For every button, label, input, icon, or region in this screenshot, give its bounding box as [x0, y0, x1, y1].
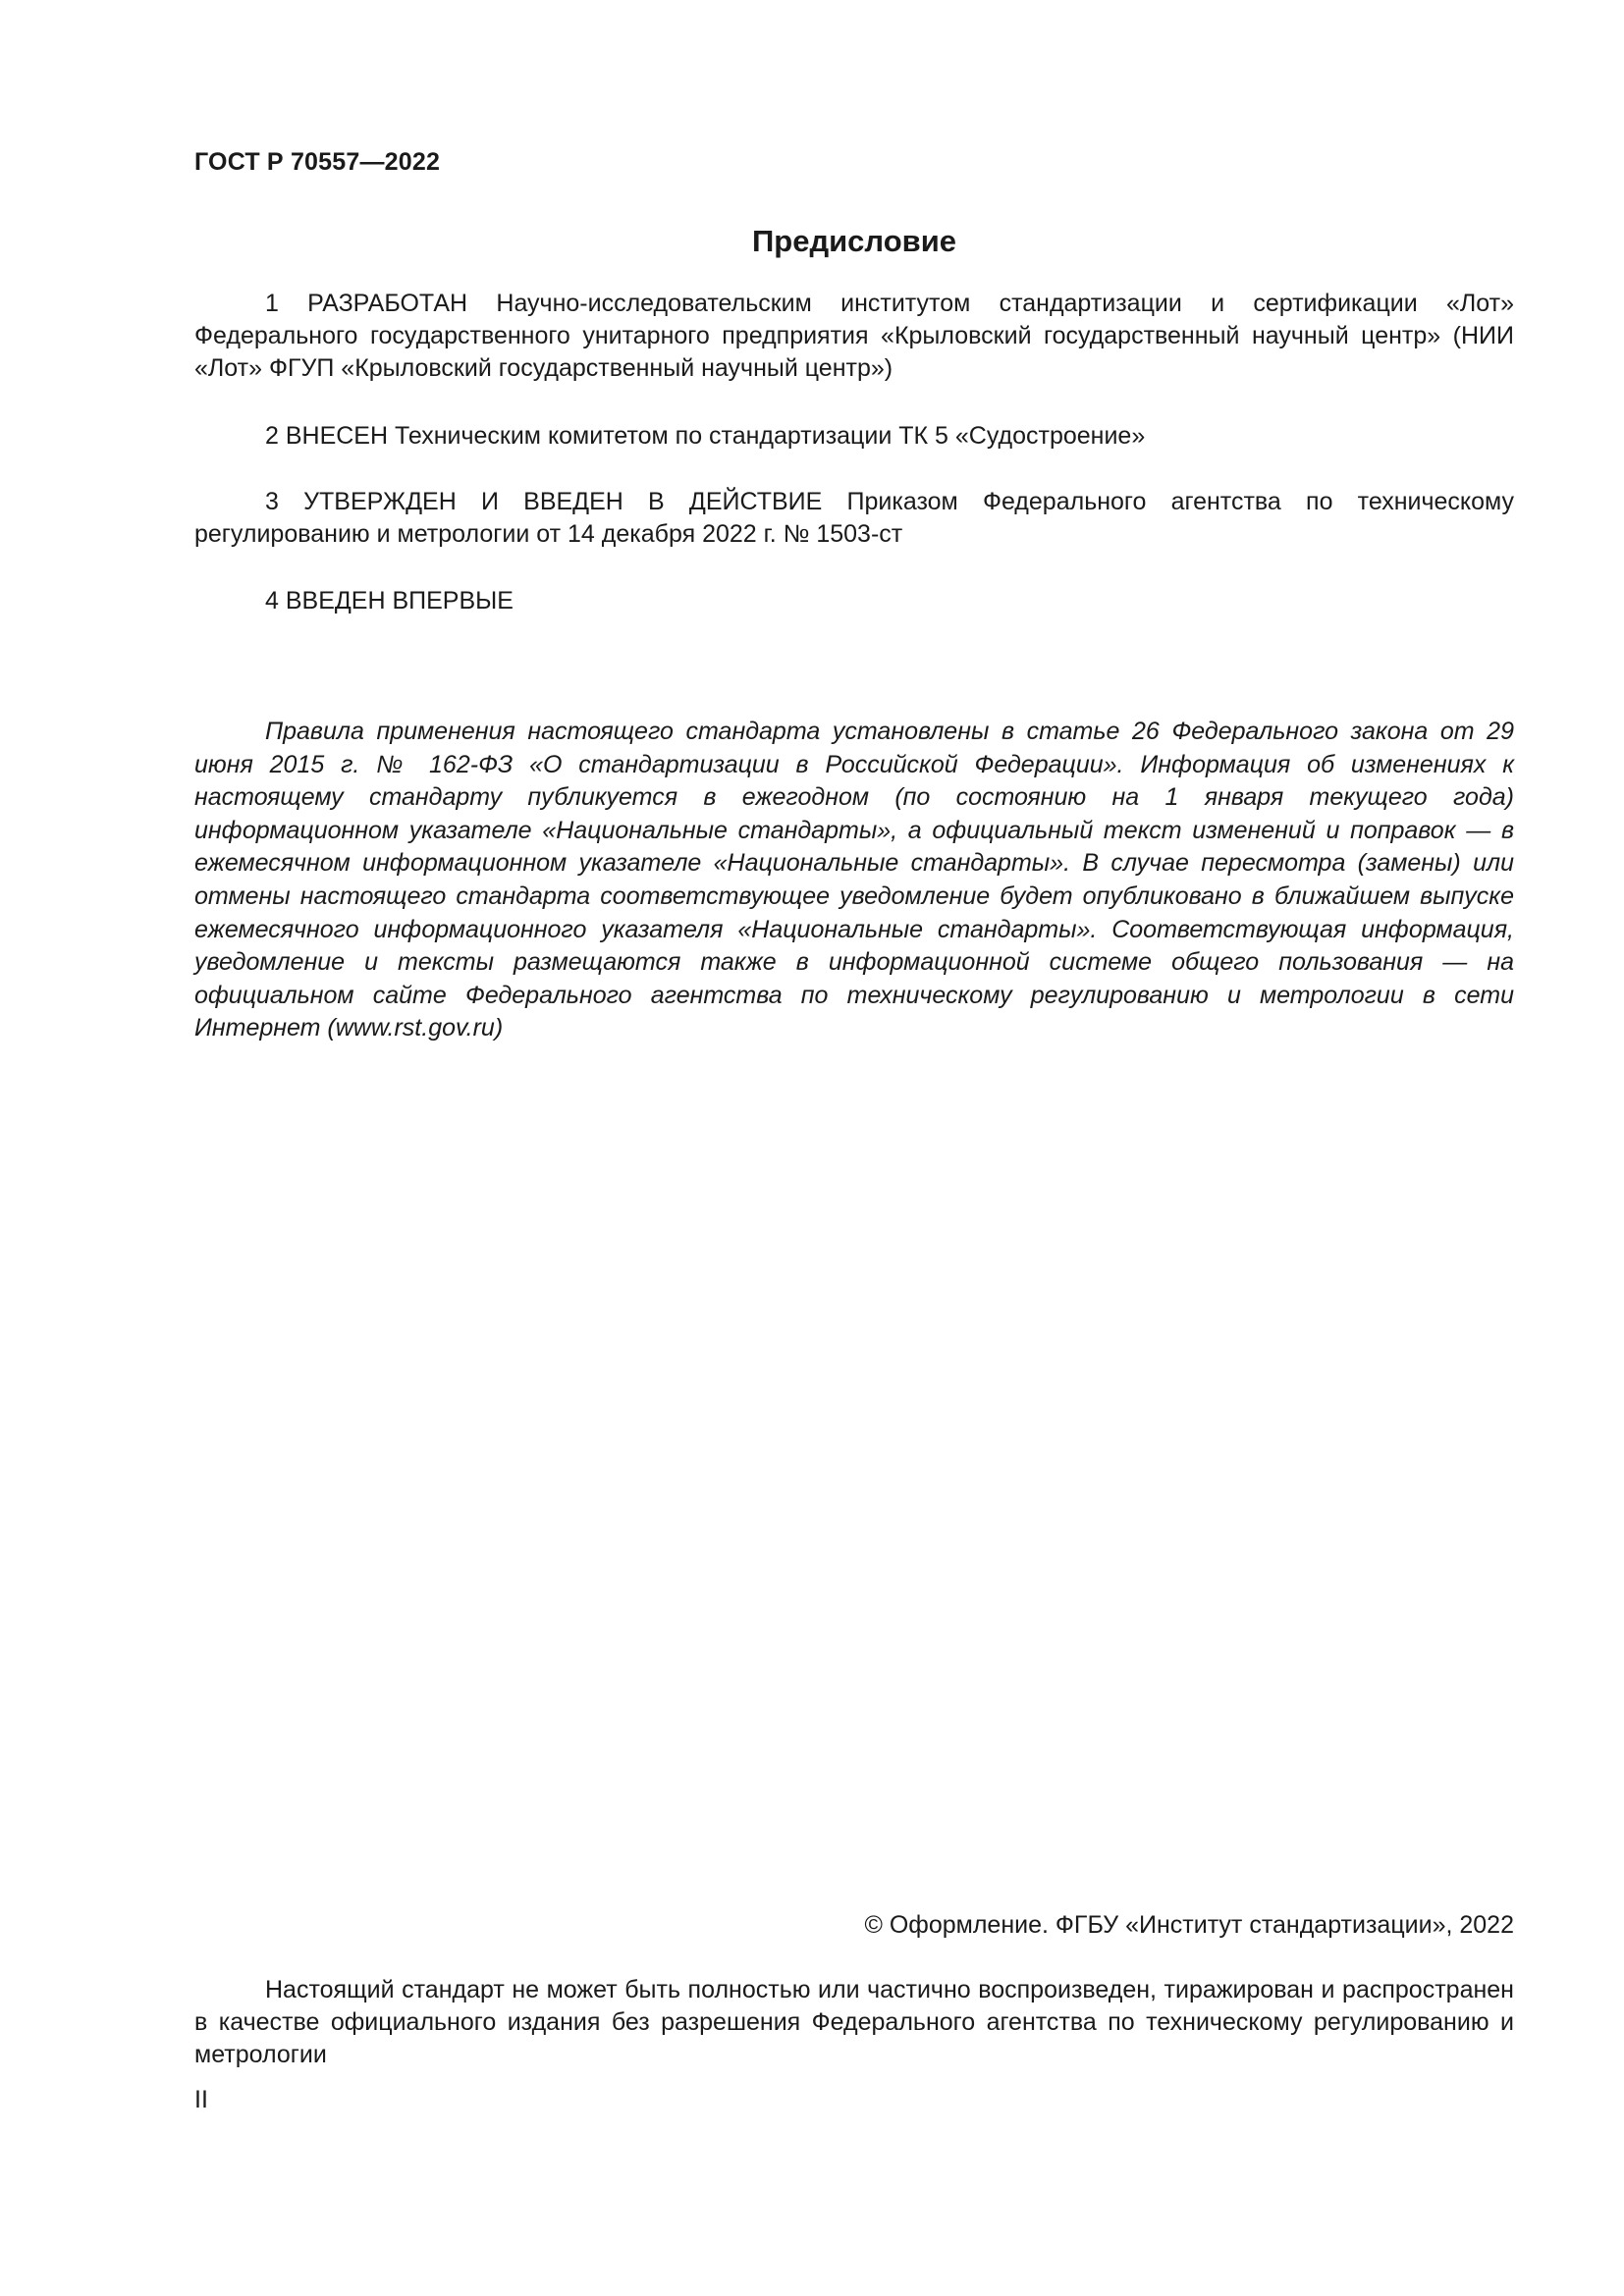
copyright-line: © Оформление. ФГБУ «Институт стандартизации», 2022	[864, 1911, 1514, 1939]
preface-item-4: 4 ВВЕДЕН ВПЕРВЫЕ	[265, 587, 514, 614]
preface-item-3: 3 УТВЕРЖДЕН И ВВЕДЕН В ДЕЙСТВИЕ Приказом Федерального агентства по техническому регулированию и метрологии от 14 декабря 2022 г. № 1503-ст	[194, 488, 1514, 548]
preface-item-1: 1 РАЗРАБОТАН Научно-исследовательским институтом стандартизации и сертификации «Лот» Федерального государственного унитарного предприятия «Крыловский государственный научный центр» (НИИ «Лот» ФГУП «Крыловский государственный научный центр»)	[194, 290, 1514, 382]
document-code: ГОСТ Р 70557—2022	[194, 148, 441, 176]
preface-item-2: 2 ВНЕСЕН Техническим комитетом по стандартизации ТК 5 «Судостроение»	[265, 422, 1146, 450]
reproduction-notice: Настоящий стандарт не может быть полностью или частично воспроизведен, тиражирован и распространен в качестве официального издания без разрешения Федерального агентства по техническому регулированию и метрологии	[194, 1976, 1514, 2068]
page-number: II	[194, 2086, 208, 2113]
application-rules-notice: Правила применения настоящего стандарта установлены в статье 26 Федерального закона от 29 июня 2015 г. № 162-ФЗ «О стандартизации в Российской Федерации». Информация об изменениях к настоящему стандарту публикуется в ежегодном (по состоянию на 1 января текущего года) информационном указателе «Национальные стандарты», а официальный текст изменений и поправок — в ежемесячном информационном указателе «Национальные стандарты». В случае пересмотра (замены) или отмены настоящего стандарта соответствующее уведомление будет опубликовано в ближайшем выпуске ежемесячного информационного указателя «Национальные стандарты». Соответствующая информация, уведомление и тексты размещаются также в информационной системе общего пользования — на официальном сайте Федерального агентства по техническому регулированию и метрологии в сети Интернет (www.rst.gov.ru)	[194, 718, 1514, 1042]
preface-title: Предисловие	[751, 224, 956, 258]
